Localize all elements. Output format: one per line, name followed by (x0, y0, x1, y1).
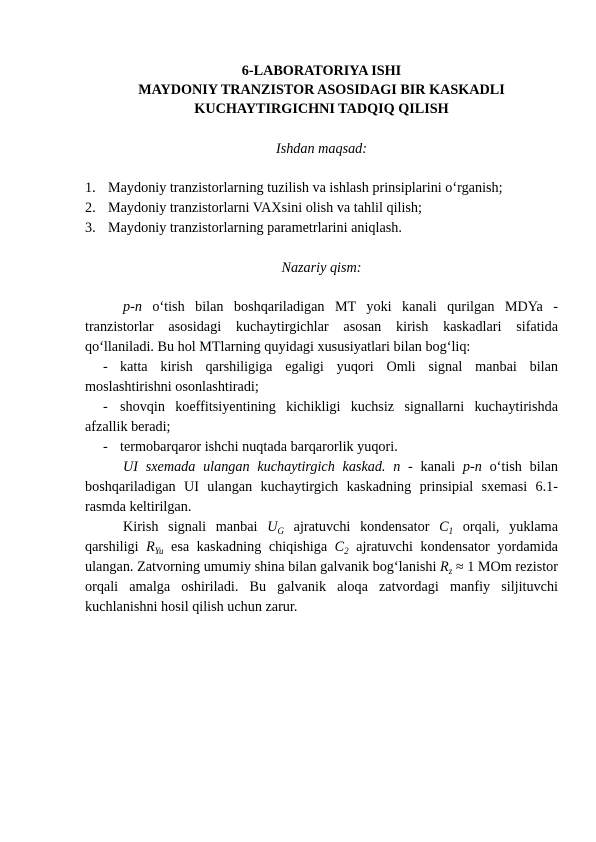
paragraph-text: esa kaskadning chiqishiga (163, 539, 335, 555)
paragraph-text: ≈ 1 MOm rezistor orqali amalga oshiriladi. Bu galvanik aloqa zatvordagi manfiy siljituvchi kuchlanishni hosil qilish uchun zarur. (85, 559, 558, 615)
symbol-ug (267, 519, 284, 535)
symbol-subscript: 2 (344, 546, 349, 556)
symbol-subscript: 1 (448, 526, 454, 536)
symbol-rz (440, 559, 452, 575)
symbol-subscript: z (448, 566, 453, 576)
objective-number: 2. (85, 200, 96, 216)
pn-term: p-n (123, 299, 142, 315)
circuit-title: UI sxemada ulangan kuchaytirgich kaskad. n (123, 459, 401, 475)
symbol-ryu (146, 539, 163, 555)
objective-text: Maydoniy tranzistorlarni VAXsini olish va tahlil qilish; (108, 200, 422, 216)
theory-paragraph-2 (85, 457, 558, 517)
symbol-letter: R (440, 559, 449, 575)
bullet-item (85, 357, 558, 397)
symbol-letter: C (439, 519, 449, 535)
objective-number: 3. (85, 220, 96, 236)
bullet-text: termobarqaror ishchi nuqtada barqarorlik yuqori. (120, 439, 398, 455)
paragraph-text: o‘tish bilan boshqariladigan MT yoki kanali qurilgan MDYa - tranzistorlar asosidagi kuchaytirgichlar asosan kirish kaskadlari sifatida qo‘llaniladi. Bu hol MTlarning quyidagi xususiyatlari bilan bog‘liq: (85, 299, 558, 355)
objective-heading: Ishdan maqsad: (275, 141, 368, 157)
objective-item (85, 178, 558, 198)
dash-marker: - (103, 439, 108, 455)
bullet-item (85, 437, 558, 457)
paragraph-text: ajratuvchi kondensator yordamida ulangan. Zatvorning umumiy shina bilan galvanik bog‘lanishi (85, 539, 558, 575)
theory-heading: Nazariy qism: (281, 260, 362, 276)
theory-paragraph-3 (85, 517, 558, 617)
objective-item (85, 198, 558, 218)
bullet-text: shovqin koeffitsiyentining kichikligi kuchsiz signallarni kuchaytirishda afzallik beradi; (85, 399, 558, 435)
objective-list (85, 178, 558, 238)
pn-term: p-n (462, 459, 482, 475)
objective-number: 1. (85, 180, 96, 196)
paragraph-text: - kanali (400, 459, 463, 475)
lab-title (85, 62, 558, 119)
dash-marker: - (103, 359, 108, 375)
paragraph-text: o‘tish bilan boshqariladigan UI ulangan kuchaytirgich kaskadning prinsipial sxemasi 6.1-rasmda keltirilgan. (85, 459, 559, 515)
objective-text: Maydoniy tranzistorlarning tuzilish va ishlash prinsiplarini o‘rganish; (108, 180, 503, 196)
lab-number: 6-LABORATORIYA ISHI (241, 63, 402, 79)
title-line-2: KUCHAYTIRGICHNI TADQIQ QILISH (194, 101, 449, 117)
bullet-text: katta kirish qarshiligiga egaligi yuqori Omli signal manbai bilan moslashtirishni osonlashtiradi; (85, 359, 558, 395)
symbol-c1 (439, 519, 453, 535)
symbol-letter: R (146, 539, 155, 555)
symbol-subscript: G (277, 526, 284, 536)
symbol-c2 (335, 539, 349, 555)
title-line-1: MAYDONIY TRANZISTOR ASOSIDAGI BIR KASKADLI (138, 82, 505, 98)
objective-text: Maydoniy tranzistorlarning parametrlarini aniqlash. (108, 220, 402, 236)
paragraph-text: ajratuvchi kondensator (283, 519, 440, 535)
symbol-letter: C (334, 539, 345, 555)
bullet-item (85, 397, 558, 437)
theory-paragraph-1 (85, 297, 558, 357)
paragraph-text: Kirish signali manbai (123, 519, 268, 535)
dash-marker: - (103, 399, 108, 415)
symbol-letter: U (267, 519, 278, 535)
paragraph-text: orqali, yuklama qarshiligi (85, 519, 558, 555)
symbol-subscript: Yu (154, 546, 164, 556)
objective-item (85, 218, 558, 238)
